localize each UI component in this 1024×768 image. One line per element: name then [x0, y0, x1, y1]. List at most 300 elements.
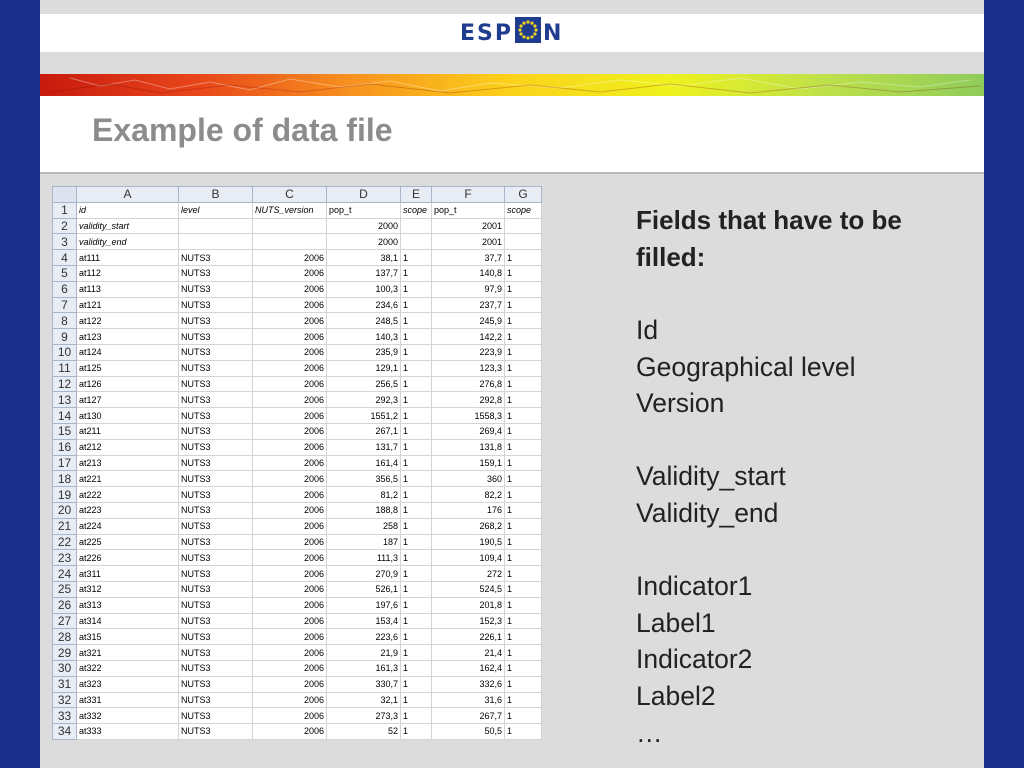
- table-cell[interactable]: 2000: [327, 218, 401, 234]
- table-cell[interactable]: 161,3: [327, 660, 401, 676]
- table-cell[interactable]: 268,2: [432, 518, 505, 534]
- table-cell[interactable]: 1: [505, 502, 542, 518]
- table-cell[interactable]: 2001: [432, 234, 505, 250]
- table-cell[interactable]: NUTS3: [179, 376, 253, 392]
- table-cell[interactable]: NUTS3: [179, 313, 253, 329]
- table-cell[interactable]: 123,3: [432, 360, 505, 376]
- row-header[interactable]: 28: [53, 629, 77, 645]
- table-cell[interactable]: 524,5: [432, 581, 505, 597]
- table-cell[interactable]: 52: [327, 724, 401, 740]
- table-cell[interactable]: 187: [327, 534, 401, 550]
- table-cell[interactable]: 237,7: [432, 297, 505, 313]
- row-header[interactable]: 13: [53, 392, 77, 408]
- table-cell[interactable]: at225: [77, 534, 179, 550]
- table-cell[interactable]: 1: [401, 344, 432, 360]
- table-cell[interactable]: 2006: [253, 423, 327, 439]
- table-cell[interactable]: 2006: [253, 250, 327, 266]
- table-cell[interactable]: 161,4: [327, 455, 401, 471]
- table-cell[interactable]: 1: [401, 597, 432, 613]
- table-cell[interactable]: 235,9: [327, 344, 401, 360]
- table-cell[interactable]: 1: [505, 360, 542, 376]
- column-header[interactable]: E: [401, 187, 432, 203]
- table-row: [53, 202, 542, 218]
- fields-list: [636, 312, 966, 751]
- table-cell[interactable]: 129,1: [327, 360, 401, 376]
- table-cell[interactable]: 162,4: [432, 660, 505, 676]
- table-cell[interactable]: 1: [401, 423, 432, 439]
- logo-text-left: ESP: [460, 20, 513, 46]
- table-cell[interactable]: 1: [505, 439, 542, 455]
- table-cell[interactable]: 2006: [253, 629, 327, 645]
- row-header[interactable]: 2: [53, 218, 77, 234]
- column-header[interactable]: B: [179, 187, 253, 203]
- row-header[interactable]: 22: [53, 534, 77, 550]
- table-cell[interactable]: 1: [505, 392, 542, 408]
- table-cell[interactable]: 1558,3: [432, 408, 505, 424]
- table-cell[interactable]: 1: [505, 534, 542, 550]
- table-cell[interactable]: 1: [505, 344, 542, 360]
- column-header[interactable]: A: [77, 187, 179, 203]
- table-cell[interactable]: at223: [77, 502, 179, 518]
- table-cell[interactable]: at222: [77, 487, 179, 503]
- table-cell[interactable]: 267,7: [432, 708, 505, 724]
- row-header[interactable]: 23: [53, 550, 77, 566]
- group-gap: [636, 422, 966, 459]
- table-cell[interactable]: pop_t: [327, 202, 401, 218]
- table-cell[interactable]: 234,6: [327, 297, 401, 313]
- table-cell[interactable]: 223,9: [432, 344, 505, 360]
- table-cell[interactable]: 1: [401, 676, 432, 692]
- table-cell[interactable]: 82,2: [432, 487, 505, 503]
- table-cell[interactable]: 1551,2: [327, 408, 401, 424]
- table-cell[interactable]: 360: [432, 471, 505, 487]
- table-cell[interactable]: 272: [432, 566, 505, 582]
- table-cell[interactable]: NUTS3: [179, 423, 253, 439]
- table-cell[interactable]: 1: [505, 265, 542, 281]
- row-header[interactable]: 32: [53, 692, 77, 708]
- table-cell[interactable]: NUTS3: [179, 676, 253, 692]
- table-cell[interactable]: 1: [505, 724, 542, 740]
- table-cell[interactable]: NUTS3: [179, 645, 253, 661]
- table-cell[interactable]: at311: [77, 566, 179, 582]
- table-cell[interactable]: 1: [401, 392, 432, 408]
- table-cell[interactable]: 2006: [253, 581, 327, 597]
- table-cell[interactable]: 2006: [253, 344, 327, 360]
- table-cell[interactable]: 356,5: [327, 471, 401, 487]
- table-cell[interactable]: 2006: [253, 439, 327, 455]
- table-cell[interactable]: 1: [401, 265, 432, 281]
- table-cell[interactable]: scope: [505, 202, 542, 218]
- table-cell[interactable]: 226,1: [432, 629, 505, 645]
- table-cell[interactable]: 137,7: [327, 265, 401, 281]
- column-header[interactable]: G: [505, 187, 542, 203]
- table-cell[interactable]: 332,6: [432, 676, 505, 692]
- row-header[interactable]: 1: [53, 202, 77, 218]
- row-header[interactable]: 33: [53, 708, 77, 724]
- table-cell[interactable]: at123: [77, 329, 179, 345]
- row-header[interactable]: 26: [53, 597, 77, 613]
- table-row: [53, 645, 542, 661]
- row-header[interactable]: 11: [53, 360, 77, 376]
- table-cell[interactable]: 100,3: [327, 281, 401, 297]
- table-cell[interactable]: 176: [432, 502, 505, 518]
- table-cell[interactable]: at211: [77, 423, 179, 439]
- table-cell[interactable]: at221: [77, 471, 179, 487]
- field-item: Indicator2: [636, 644, 753, 675]
- table-cell[interactable]: 1: [505, 660, 542, 676]
- table-cell[interactable]: 1: [401, 313, 432, 329]
- table-cell[interactable]: NUTS3: [179, 660, 253, 676]
- table-cell[interactable]: NUTS3: [179, 566, 253, 582]
- table-cell[interactable]: 526,1: [327, 581, 401, 597]
- select-all-corner[interactable]: [53, 187, 77, 203]
- row-header[interactable]: 27: [53, 613, 77, 629]
- table-cell[interactable]: 1: [505, 518, 542, 534]
- slide: [40, 0, 984, 768]
- row-header[interactable]: 20: [53, 502, 77, 518]
- table-cell[interactable]: 109,4: [432, 550, 505, 566]
- table-cell[interactable]: 2006: [253, 566, 327, 582]
- table-cell[interactable]: [505, 234, 542, 250]
- table-cell[interactable]: NUTS3: [179, 344, 253, 360]
- table-cell[interactable]: 21,4: [432, 645, 505, 661]
- row-header[interactable]: 19: [53, 487, 77, 503]
- table-cell[interactable]: 142,2: [432, 329, 505, 345]
- table-cell[interactable]: 81,2: [327, 487, 401, 503]
- table-cell[interactable]: 1: [505, 376, 542, 392]
- table-cell[interactable]: 140,3: [327, 329, 401, 345]
- table-cell[interactable]: [253, 234, 327, 250]
- row-header[interactable]: 34: [53, 724, 77, 740]
- table-cell[interactable]: NUTS3: [179, 392, 253, 408]
- table-cell[interactable]: 273,3: [327, 708, 401, 724]
- table-cell[interactable]: 1: [505, 708, 542, 724]
- table-cell[interactable]: 2006: [253, 281, 327, 297]
- table-row: [53, 234, 542, 250]
- table-cell[interactable]: NUTS3: [179, 708, 253, 724]
- table-cell[interactable]: NUTS3: [179, 550, 253, 566]
- table-row: [53, 629, 542, 645]
- table-cell[interactable]: 1: [401, 613, 432, 629]
- row-header[interactable]: 31: [53, 676, 77, 692]
- table-cell[interactable]: at333: [77, 724, 179, 740]
- table-cell[interactable]: 1: [401, 329, 432, 345]
- table-cell[interactable]: 2006: [253, 724, 327, 740]
- table-cell[interactable]: 1: [401, 692, 432, 708]
- table-cell[interactable]: at124: [77, 344, 179, 360]
- table-cell[interactable]: 267,1: [327, 423, 401, 439]
- table-cell[interactable]: at312: [77, 581, 179, 597]
- table-cell[interactable]: 1: [505, 329, 542, 345]
- table-cell[interactable]: 1: [401, 566, 432, 582]
- table-cell[interactable]: [253, 218, 327, 234]
- table-cell[interactable]: 2006: [253, 487, 327, 503]
- table-cell[interactable]: 1: [505, 471, 542, 487]
- table-cell[interactable]: 1: [401, 471, 432, 487]
- row-header[interactable]: 3: [53, 234, 77, 250]
- table-cell[interactable]: 1: [505, 676, 542, 692]
- row-header[interactable]: 9: [53, 329, 77, 345]
- table-cell[interactable]: 258: [327, 518, 401, 534]
- table-cell[interactable]: 269,4: [432, 423, 505, 439]
- table-cell[interactable]: NUTS3: [179, 265, 253, 281]
- row-header[interactable]: 6: [53, 281, 77, 297]
- table-cell[interactable]: 197,6: [327, 597, 401, 613]
- table-cell[interactable]: at125: [77, 360, 179, 376]
- table-cell[interactable]: at315: [77, 629, 179, 645]
- table-cell[interactable]: NUTS3: [179, 502, 253, 518]
- table-cell[interactable]: 153,4: [327, 613, 401, 629]
- table-cell[interactable]: 140,8: [432, 265, 505, 281]
- table-cell[interactable]: 1: [401, 455, 432, 471]
- table-cell[interactable]: 1: [505, 597, 542, 613]
- table-cell[interactable]: 1: [401, 250, 432, 266]
- table-cell[interactable]: 1: [401, 550, 432, 566]
- table-cell[interactable]: 37,7: [432, 250, 505, 266]
- table-cell[interactable]: 1: [505, 455, 542, 471]
- table-cell[interactable]: 2006: [253, 471, 327, 487]
- table-cell[interactable]: 2006: [253, 455, 327, 471]
- table-cell[interactable]: 1: [401, 724, 432, 740]
- table-cell[interactable]: 1: [401, 297, 432, 313]
- table-cell[interactable]: 2006: [253, 297, 327, 313]
- table-cell[interactable]: NUTS3: [179, 360, 253, 376]
- table-cell[interactable]: NUTS3: [179, 692, 253, 708]
- slide-title: Example of data file: [92, 112, 393, 148]
- table-cell[interactable]: NUTS3: [179, 487, 253, 503]
- table-cell[interactable]: 1: [505, 408, 542, 424]
- table-cell[interactable]: at322: [77, 660, 179, 676]
- table-cell[interactable]: 1: [505, 297, 542, 313]
- table-cell[interactable]: NUTS3: [179, 329, 253, 345]
- table-cell[interactable]: 1: [401, 660, 432, 676]
- table-cell[interactable]: 2006: [253, 692, 327, 708]
- table-cell[interactable]: 1: [401, 408, 432, 424]
- table-cell[interactable]: at127: [77, 392, 179, 408]
- table-cell[interactable]: 2006: [253, 613, 327, 629]
- table-cell[interactable]: NUTS3: [179, 597, 253, 613]
- table-cell[interactable]: 2001: [432, 218, 505, 234]
- table-cell[interactable]: at224: [77, 518, 179, 534]
- table-cell[interactable]: 31,6: [432, 692, 505, 708]
- table-cell[interactable]: 1: [401, 376, 432, 392]
- table-cell[interactable]: 276,8: [432, 376, 505, 392]
- table-cell[interactable]: at130: [77, 408, 179, 424]
- table-cell[interactable]: at323: [77, 676, 179, 692]
- table-cell[interactable]: 2006: [253, 408, 327, 424]
- table-cell[interactable]: 50,5: [432, 724, 505, 740]
- table-cell[interactable]: 2006: [253, 502, 327, 518]
- table-cell[interactable]: 248,5: [327, 313, 401, 329]
- table-cell[interactable]: 2006: [253, 392, 327, 408]
- column-header[interactable]: C: [253, 187, 327, 203]
- table-cell[interactable]: NUTS3: [179, 297, 253, 313]
- table-cell[interactable]: NUTS3: [179, 534, 253, 550]
- table-cell[interactable]: pop_t: [432, 202, 505, 218]
- table-cell[interactable]: [401, 218, 432, 234]
- table-cell[interactable]: 1: [401, 487, 432, 503]
- table-cell[interactable]: 159,1: [432, 455, 505, 471]
- table-cell[interactable]: 2006: [253, 329, 327, 345]
- table-cell[interactable]: at314: [77, 613, 179, 629]
- table-cell[interactable]: 1: [401, 629, 432, 645]
- table-cell[interactable]: 111,3: [327, 550, 401, 566]
- table-cell[interactable]: NUTS3: [179, 581, 253, 597]
- table-cell[interactable]: 245,9: [432, 313, 505, 329]
- table-cell[interactable]: NUTS3: [179, 455, 253, 471]
- table-cell[interactable]: at122: [77, 313, 179, 329]
- table-cell[interactable]: 1: [505, 250, 542, 266]
- table-row: [53, 550, 542, 566]
- table-cell[interactable]: [401, 234, 432, 250]
- table-cell[interactable]: 2006: [253, 265, 327, 281]
- table-cell[interactable]: 2006: [253, 597, 327, 613]
- table-row: [53, 297, 542, 313]
- row-header[interactable]: 14: [53, 408, 77, 424]
- table-cell[interactable]: 2006: [253, 518, 327, 534]
- row-header[interactable]: 15: [53, 423, 77, 439]
- table-cell[interactable]: 131,8: [432, 439, 505, 455]
- table-cell[interactable]: 2006: [253, 660, 327, 676]
- table-cell[interactable]: 188,8: [327, 502, 401, 518]
- column-header-row: [53, 187, 542, 203]
- table-cell[interactable]: 1: [505, 313, 542, 329]
- table-cell[interactable]: NUTS3: [179, 250, 253, 266]
- table-cell[interactable]: id: [77, 202, 179, 218]
- table-cell[interactable]: at226: [77, 550, 179, 566]
- table-cell[interactable]: NUTS3: [179, 518, 253, 534]
- row-header[interactable]: 18: [53, 471, 77, 487]
- table-cell[interactable]: 32,1: [327, 692, 401, 708]
- table-cell[interactable]: 1: [505, 566, 542, 582]
- table-cell[interactable]: 2006: [253, 313, 327, 329]
- table-cell[interactable]: level: [179, 202, 253, 218]
- table-cell[interactable]: 190,5: [432, 534, 505, 550]
- table-cell[interactable]: 97,9: [432, 281, 505, 297]
- table-cell[interactable]: scope: [401, 202, 432, 218]
- table-cell[interactable]: 2006: [253, 360, 327, 376]
- table-cell[interactable]: at213: [77, 455, 179, 471]
- table-cell[interactable]: [505, 218, 542, 234]
- table-cell[interactable]: at321: [77, 645, 179, 661]
- table-cell[interactable]: 223,6: [327, 629, 401, 645]
- table-cell[interactable]: 292,3: [327, 392, 401, 408]
- table-cell[interactable]: NUTS3: [179, 724, 253, 740]
- table-cell[interactable]: 330,7: [327, 676, 401, 692]
- row-header[interactable]: 30: [53, 660, 77, 676]
- table-cell[interactable]: [179, 218, 253, 234]
- table-cell[interactable]: 1: [505, 629, 542, 645]
- table-cell[interactable]: at111: [77, 250, 179, 266]
- row-header[interactable]: 8: [53, 313, 77, 329]
- table-cell[interactable]: NUTS3: [179, 439, 253, 455]
- table-cell[interactable]: 1: [505, 692, 542, 708]
- table-cell[interactable]: NUTS3: [179, 629, 253, 645]
- row-header[interactable]: 12: [53, 376, 77, 392]
- table-cell[interactable]: NUTS3: [179, 408, 253, 424]
- table-cell[interactable]: 1: [505, 281, 542, 297]
- table-cell[interactable]: NUTS3: [179, 281, 253, 297]
- table-cell[interactable]: at112: [77, 265, 179, 281]
- table-cell[interactable]: 1: [505, 581, 542, 597]
- table-cell[interactable]: 292,8: [432, 392, 505, 408]
- table-cell[interactable]: at212: [77, 439, 179, 455]
- table-row: [53, 660, 542, 676]
- table-row: [53, 487, 542, 503]
- row-header[interactable]: 4: [53, 250, 77, 266]
- table-cell[interactable]: 131,7: [327, 439, 401, 455]
- table-cell[interactable]: 38,1: [327, 250, 401, 266]
- table-cell[interactable]: 1: [505, 645, 542, 661]
- row-header[interactable]: 24: [53, 566, 77, 582]
- row-header[interactable]: 21: [53, 518, 77, 534]
- column-header[interactable]: D: [327, 187, 401, 203]
- table-cell[interactable]: 21,9: [327, 645, 401, 661]
- row-header[interactable]: 7: [53, 297, 77, 313]
- table-cell[interactable]: at331: [77, 692, 179, 708]
- table-cell[interactable]: 2006: [253, 534, 327, 550]
- table-cell[interactable]: NUTS3: [179, 613, 253, 629]
- column-header[interactable]: F: [432, 187, 505, 203]
- table-cell[interactable]: 152,3: [432, 613, 505, 629]
- table-cell[interactable]: at121: [77, 297, 179, 313]
- table-cell[interactable]: 270,9: [327, 566, 401, 582]
- table-cell[interactable]: 1: [401, 581, 432, 597]
- table-cell[interactable]: 1: [401, 645, 432, 661]
- table-cell[interactable]: 1: [505, 550, 542, 566]
- table-cell[interactable]: validity_end: [77, 234, 179, 250]
- table-cell[interactable]: at113: [77, 281, 179, 297]
- table-cell[interactable]: at126: [77, 376, 179, 392]
- table-cell[interactable]: at313: [77, 597, 179, 613]
- table-cell[interactable]: 1: [401, 281, 432, 297]
- table-cell[interactable]: 1: [505, 487, 542, 503]
- table-cell[interactable]: 2006: [253, 708, 327, 724]
- table-cell[interactable]: 1: [401, 360, 432, 376]
- row-header[interactable]: 29: [53, 645, 77, 661]
- table-row: [53, 250, 542, 266]
- table-row: [53, 597, 542, 613]
- table-cell[interactable]: 1: [505, 613, 542, 629]
- table-row: [53, 329, 542, 345]
- table-cell[interactable]: NUTS_version: [253, 202, 327, 218]
- table-cell[interactable]: 1: [401, 439, 432, 455]
- row-header[interactable]: 10: [53, 344, 77, 360]
- table-cell[interactable]: NUTS3: [179, 471, 253, 487]
- table-cell[interactable]: 2000: [327, 234, 401, 250]
- table-cell[interactable]: 201,8: [432, 597, 505, 613]
- table-cell[interactable]: 2006: [253, 376, 327, 392]
- row-header[interactable]: 17: [53, 455, 77, 471]
- row-header[interactable]: 25: [53, 581, 77, 597]
- table-cell[interactable]: 1: [401, 708, 432, 724]
- table-cell[interactable]: at332: [77, 708, 179, 724]
- table-cell[interactable]: [179, 234, 253, 250]
- table-cell[interactable]: 2006: [253, 550, 327, 566]
- field-item: Geographical level: [636, 351, 856, 382]
- table-cell[interactable]: 256,5: [327, 376, 401, 392]
- table-row: [53, 613, 542, 629]
- table-cell[interactable]: 1: [401, 534, 432, 550]
- table-cell[interactable]: 2006: [253, 645, 327, 661]
- table-cell[interactable]: 1: [401, 502, 432, 518]
- row-header[interactable]: 16: [53, 439, 77, 455]
- row-header[interactable]: 5: [53, 265, 77, 281]
- table-cell[interactable]: validity_start: [77, 218, 179, 234]
- table-cell[interactable]: 2006: [253, 676, 327, 692]
- table-cell[interactable]: 1: [505, 423, 542, 439]
- table-cell[interactable]: 1: [401, 518, 432, 534]
